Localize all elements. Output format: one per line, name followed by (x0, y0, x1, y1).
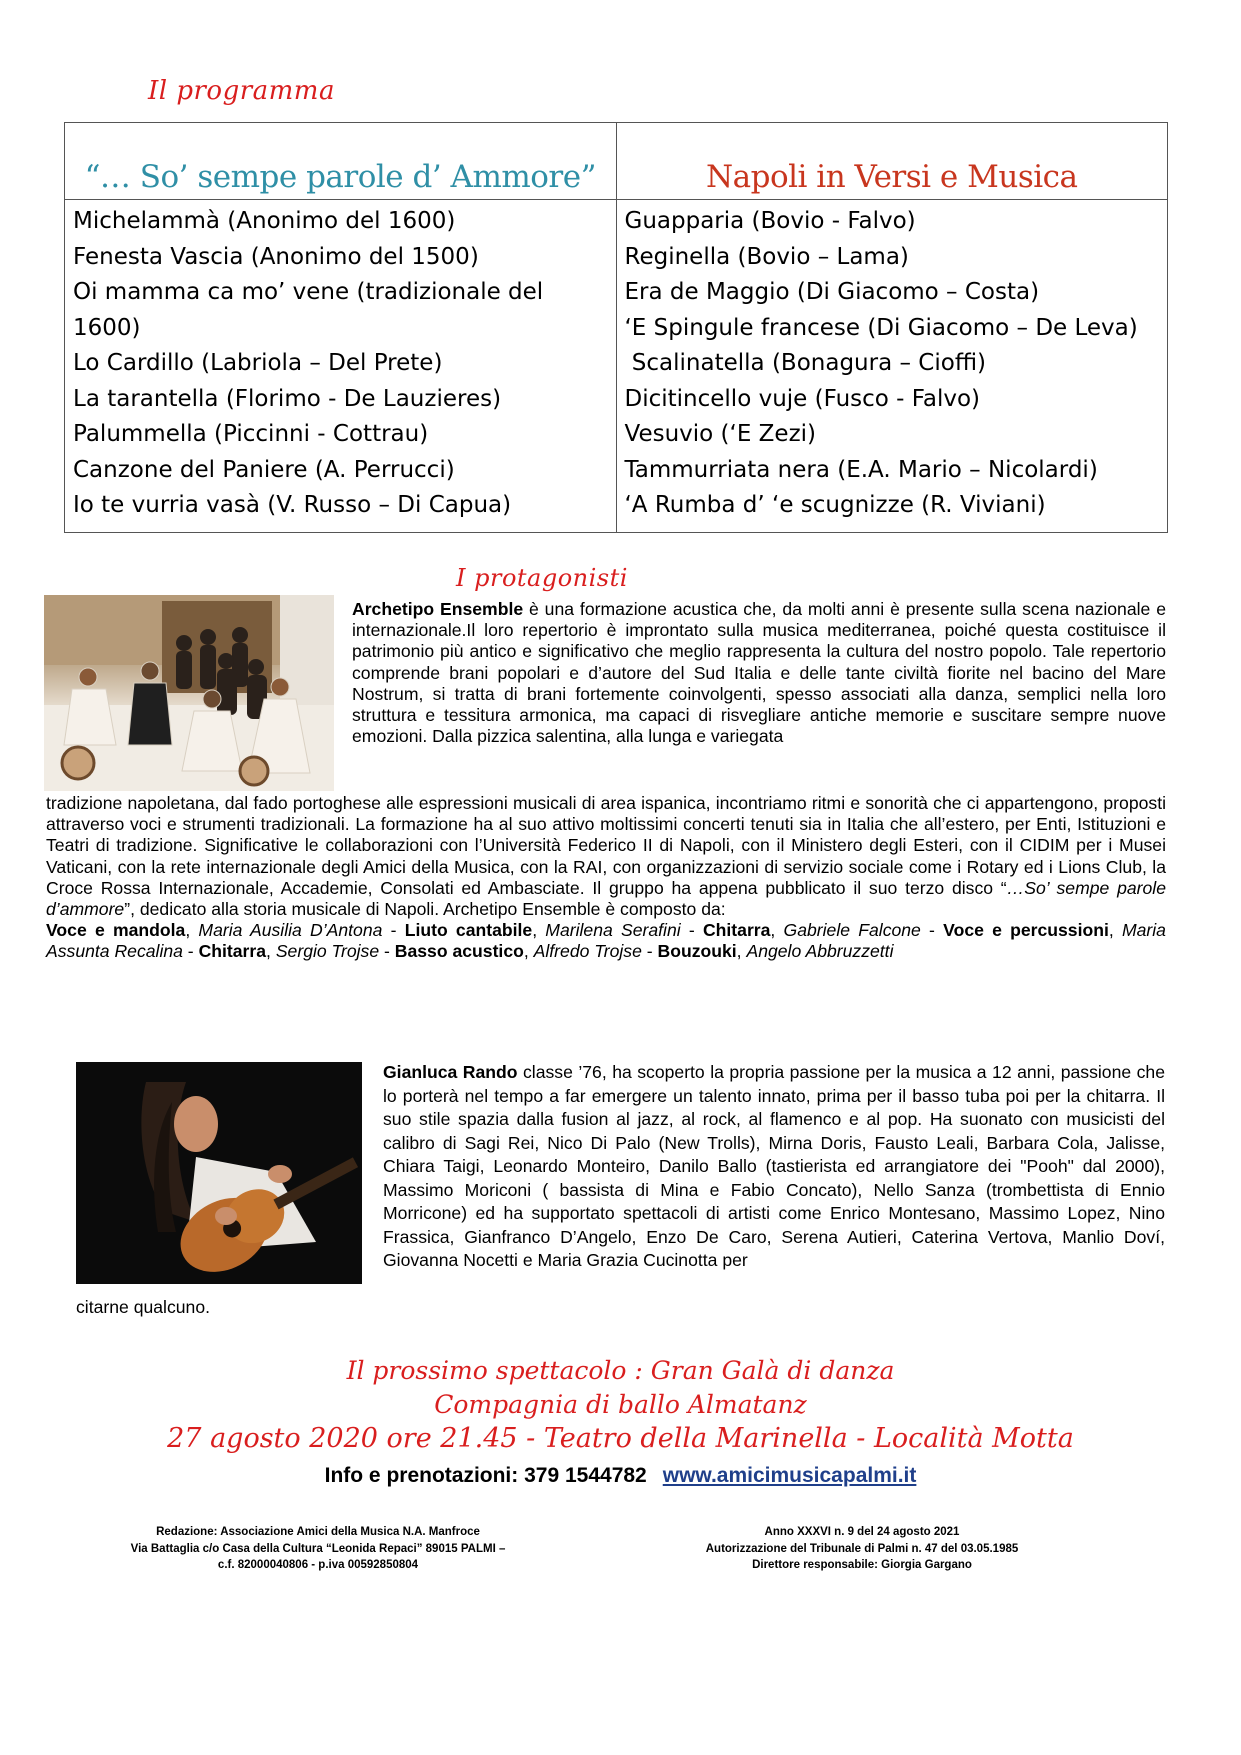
rando-description (383, 1061, 1165, 1273)
rando-text-end: citarne qualcuno. (76, 1297, 210, 1317)
protagonists-title: I protagonisti (456, 564, 628, 592)
footer-line: Anno XXXVI n. 9 del 24 agosto 2021 (764, 1526, 960, 1538)
song-item: Scalinatella (Bonagura – Cioffi) (624, 350, 987, 376)
footer-line: Direttore responsabile: Giorgia Gargano (752, 1559, 972, 1571)
website-link[interactable]: www.amicimusicapalmi.it (662, 1464, 917, 1487)
member-list: Voce e mandola, Maria Ausilia D’Antona - Liuto cantabile, Marilena Serafini - Chitarra, Gabriele Falcone - Voce e percussioni, Maria Assunta Recalina - Chitarra, Sergio Trojse - Basso acustico, Alfredo Trojse - Bouzouki, Angelo Abbruzzetti (46, 920, 1166, 962)
member-name: Sergio Trojse (275, 941, 380, 962)
info-phone: Info e prenotazioni: 379 1544782 (324, 1464, 647, 1487)
member-role: Basso acustico (394, 941, 524, 962)
ensemble-text-1: è una formazione acustica che, da molti anni è presente sulla scena nazionale e internazionale.Il loro repertorio è improntato sulla musica mediterranea, poiché questa costituisce il patrimonio più antico e significativo che meglio rappresenta la cultura del nostro popolo. Tale repertorio comprende brani popolari e d’autore del Sud Italia e delle tante civiltà fiorite nel bacino del Mare Nostrum, si tratta di brani fortemente coinvolgenti, spesso associati alla danza, semplici nella loro struttura e tessitura armonica, ma capaci di risvegliare antiche memorie e suscitare sempre nuove emozioni. Dalla pizzica salentina, alla lunga e variegata (352, 599, 1166, 747)
left-song-list (65, 200, 617, 533)
song-item: Palummella (Piccinni - Cottrau) (73, 421, 429, 447)
footer-right (662, 1524, 1062, 1574)
song-item: Fenesta Vascia (Anonimo del 1500) (73, 243, 479, 270)
member-name: Maria Assunta Recalina (46, 920, 1166, 962)
left-header: “… So’ sempe parole d’ Ammore” (65, 123, 617, 200)
member-role: Chitarra (198, 941, 267, 962)
program-table (64, 122, 1168, 533)
ensemble-name: Archetipo Ensemble (352, 599, 524, 619)
song-item: Lo Cardillo (Labriola – Del Prete) (73, 350, 443, 376)
member-name: Alfredo Trojse (533, 941, 642, 962)
info-line (0, 1464, 1241, 1488)
ensemble-text-3: ”, dedicato alla storia musicale di Napoli. Archetipo Ensemble è composto da: (124, 899, 726, 920)
song-item: Reginella (Bovio – Lama) (624, 243, 909, 270)
right-song-list (616, 200, 1168, 533)
guitarist-photo (76, 1062, 362, 1284)
member-name: Angelo Abbruzzetti (746, 941, 894, 962)
member-role: Bouzouki (657, 941, 737, 962)
ensemble-text-2: tradizione napoletana, dal fado portoghese alle espressioni musicali di area ispanica, incontriamo ritmi e sonorità che ci appartengono, proposti attraverso voci e strumenti tradizionali. La formazione ha al suo attivo moltissimi concerti tenuti sia in Italia che all’estero, per Enti, Istituzioni e Teatri di tradizione. Significative le collaborazioni con l’Università Federico II di Napoli, con il Ministero degli Esteri, con il CIDIM per i Musei Vaticani, con la rete internazionale degli Amici della Musica, con la RAI, con organizzazioni di servizio sociale come i Rotary ed i Lions Club, la Croce Rossa Internazionale, Accademie, Consolati ed Ambasciate. Il gruppo ha appena pubblicato il suo terzo disco “ (46, 793, 1166, 898)
ensemble-photo (44, 595, 334, 791)
program-title: Il programma (148, 76, 335, 106)
member-role: Liuto cantabile (404, 920, 533, 941)
rando-text: classe ’76, ha scoperto la propria passione per la musica a 12 anni, passione che lo porterà nel tempo a far emergere un talento innato, prima per il basso tuba poi per la chitarra. Il suo stile spazia dalla fusion al jazz, al rock, al flamenco e al pop. Ha suonato con musicisti del calibro di Sagi Rei, Nico Di Palo (New Trolls), Mirna Doris, Fausto Leali, Barbara Cola, Jalisse, Chiara Taigi, Leonardo Monteiro, Danilo Ballo (tastierista ed arrangiatore dei "Pooh" dal 2000), Massimo Moriconi ( bassista di Mina e Fabio Concato), Nello Sanza (trombettista di Ennio Morricone) ed ha supportato spettacoli di artisti come Enrico Montesano, Massimo Lopez, Nino Frassica, Gianfranco D’Angelo, Enzo De Caro, Serena Autieri, Caterina Vertova, Manlio Doví, Giovanna Nocetti e Maria Grazia Cucinotta per (383, 1062, 1165, 1270)
footer-line: c.f. 82000040806 - p.iva 00592850804 (217, 1559, 419, 1571)
song-item: Tammurriata nera (E.A. Mario – Nicolardi) (624, 456, 1098, 483)
song-item: Michelammà (Anonimo del 1600) (73, 208, 456, 234)
song-item: Oi mamma ca mo’ vene (tradizionale del 1600) (73, 279, 544, 341)
member-role: Chitarra (702, 920, 771, 941)
rando-name: Gianluca Rando (383, 1062, 518, 1082)
song-item: Dicitincello vuje (Fusco - Falvo) (624, 385, 981, 412)
song-item: Canzone del Paniere (A. Perrucci) (73, 456, 455, 483)
right-header: Napoli in Versi e Musica (616, 123, 1168, 200)
member-name: Maria Ausilia D’Antona (198, 920, 383, 941)
song-item: Vesuvio (‘E Zezi) (624, 421, 817, 447)
song-item: ‘E Spingule francese (Di Giacomo – De Leva) (624, 314, 1138, 341)
footer-line: Autorizzazione del Tribunale di Palmi n. 47 del 03.05.1985 (705, 1542, 1019, 1555)
song-item: Io te vurria vasà (V. Russo – Di Capua) (73, 492, 512, 518)
footer-line: Via Battaglia c/o Casa della Cultura “Leonida Repaci” 89015 PALMI – (130, 1542, 506, 1555)
footer-left (108, 1524, 528, 1574)
song-item: ‘A Rumba d’ ‘e scugnizze (R. Viviani) (624, 492, 1046, 518)
next-show-line-2: Compagnia di ballo Almatanz (434, 1390, 807, 1419)
next-show-line-3: 27 agosto 2020 ore 21.45 - Teatro della Marinella - Località Motta (167, 1423, 1074, 1454)
member-role: Voce e percussioni (943, 920, 1109, 941)
member-name: Gabriele Falcone (783, 920, 921, 941)
member-name: Marilena Serafini (545, 920, 681, 941)
song-item: Guapparia (Bovio - Falvo) (624, 208, 916, 234)
song-item: Era de Maggio (Di Giacomo – Costa) (624, 279, 1040, 305)
ensemble-description (352, 599, 1166, 747)
song-item: La tarantella (Florimo - De Lauzieres) (73, 385, 502, 412)
ensemble-description-cont (46, 793, 1166, 963)
disc-title: …So’ sempe parole d’ammore (46, 877, 1166, 920)
footer-line: Redazione: Associazione Amici della Musica N.A. Manfroce (156, 1526, 480, 1538)
next-show-line-1: Il prossimo spettacolo : Gran Galà di danza (346, 1356, 895, 1385)
member-role: Voce e mandola (46, 920, 186, 941)
